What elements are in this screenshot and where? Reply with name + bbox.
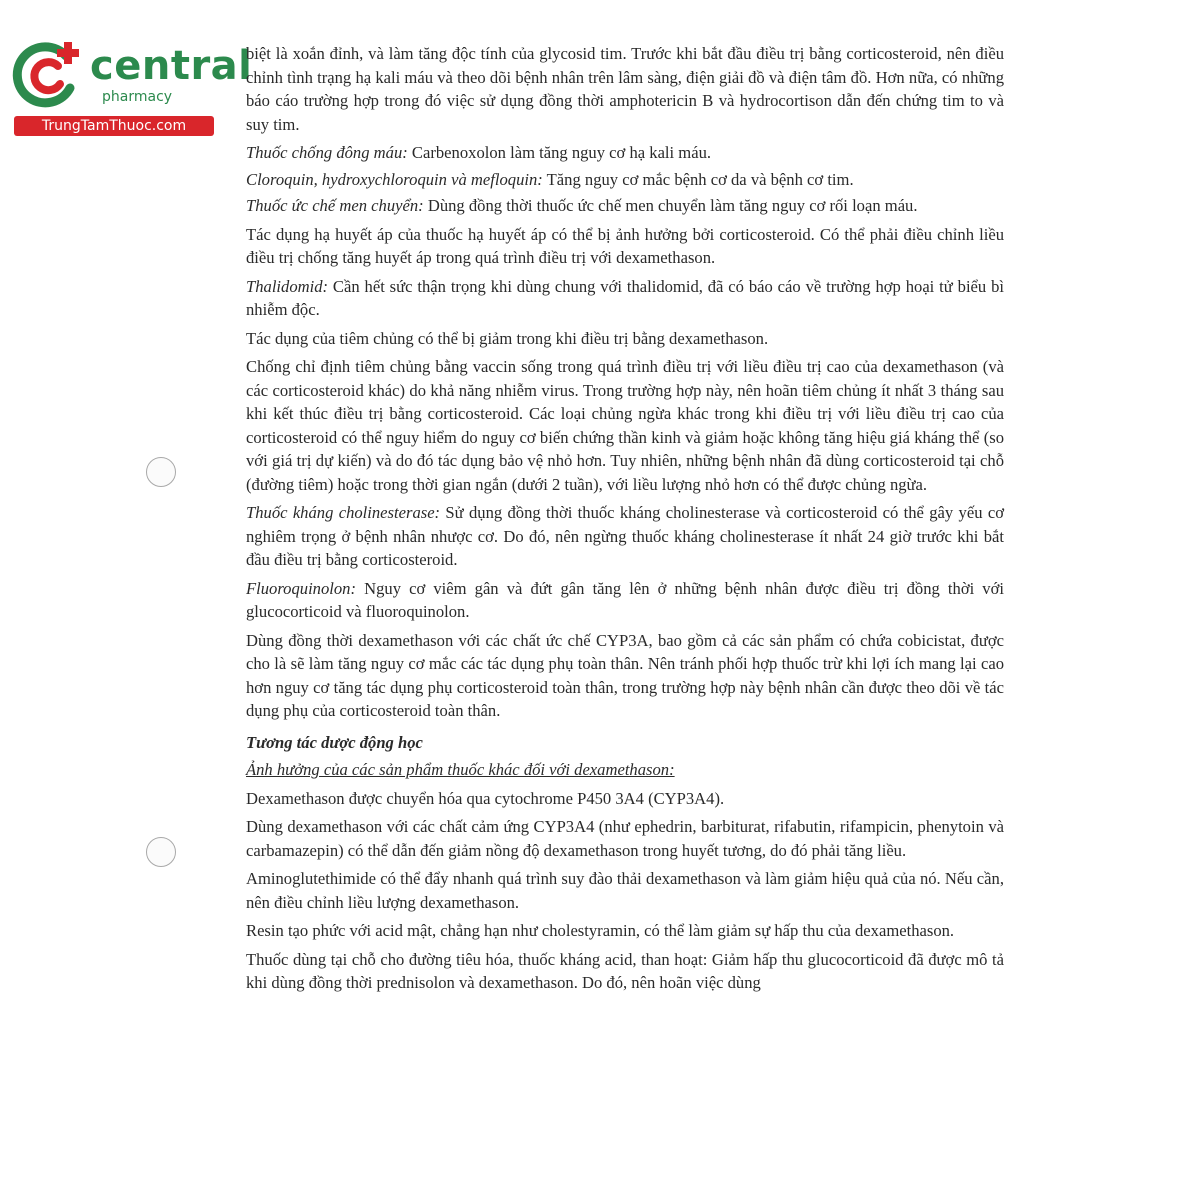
paragraph: Cloroquin, hydroxychloroquin và mefloquin: Tăng nguy cơ mắc bệnh cơ da và bệnh cơ tim. [246, 169, 854, 189]
paragraph: Thuốc chống đông máu: Carbenoxolon làm tăng nguy cơ hạ kali máu. [246, 143, 712, 162]
drug-label: Thuốc chống đông máu: [246, 143, 408, 162]
paragraph: Thalidomid: Cần hết sức thận trọng khi dùng chung với thalidomid, đã có báo cáo về trường hợp hoại tử biểu bì nhiễm độc. [246, 276, 1004, 319]
paragraph: Tác dụng hạ huyết áp của thuốc hạ huyết áp có thể bị ảnh hưởng bởi corticosteroid. Có thể phải điều chỉnh liều điều trị chống tăng huyết áp trong quá trình điều trị với dexamethason. [246, 224, 1004, 267]
drug-label: Fluoroquinolon: [246, 578, 357, 598]
paragraph: Chống chỉ định tiêm chủng bằng vaccin sống trong quá trình điều trị với liều điều trị cao của dexamethason (và các corticosteroid khác) do khả năng nhiễm virus. Trong trường hợp này, nên hoãn tiêm chủng ít nhất 3 tháng sau khi kết thúc điều trị bằng corticosteroid. Các loại chủng ngừa khác trong khi điều trị với liều điều trị cao của corticosteroid có thể nguy hiểm do nguy cơ biến chứng thần kinh và giảm hoặc không tăng hiệu giá kháng thể (so với giá trị dự kiến) và do đó tác dụng bảo vệ nhỏ hơn. Tuy nhiên, những bệnh nhân đã dùng corticosteroid tại chỗ (đường tiêm) hoặc trong thời gian ngắn (dưới 2 tuần), với liều lượng nhỏ hơn có thể được chủng ngừa. [246, 357, 1004, 494]
paragraph: Fluoroquinolon: Nguy cơ viêm gân và đứt gân tăng lên ở những bệnh nhân được điều trị đồng thời với glucocorticoid và fluoroquinolon. [246, 578, 1004, 621]
paragraph: Aminoglutethimide có thể đẩy nhanh quá trình suy đào thải dexamethason và làm giảm hiệu quả của nó. Nếu cần, nên điều chỉnh liều lượng dexamethason. [246, 869, 1004, 912]
punch-hole-bottom [146, 837, 176, 867]
drug-label: Thalidomid: [246, 276, 329, 296]
brand-name: central [90, 43, 253, 89]
paragraph: Tác dụng của tiêm chủng có thể bị giảm trong khi điều trị bằng dexamethason. [246, 328, 769, 348]
central-pharmacy-logo [10, 36, 253, 136]
section-subheading: Ảnh hưởng của các sản phẩm thuốc khác đối với dexamethason: [246, 760, 675, 779]
paragraph: Thuốc kháng cholinesterase: Sử dụng đồng thời thuốc kháng cholinesterase và corticosteroid có thể gây yếu cơ nghiêm trọng ở bệnh nhân nhược cơ. Do đó, nên ngừng thuốc kháng cholinesterase ít nhất 24 giờ trước khi bắt đầu điều trị bằng corticosteroid. [246, 503, 1004, 569]
paragraph: Resin tạo phức với acid mật, chẳng hạn như cholestyramin, có thể làm giảm sự hấp thu của dexamethason. [246, 921, 955, 940]
section-heading: Tương tác dược động học [246, 732, 423, 752]
pharmacy-logo-mark-icon [10, 36, 88, 114]
paragraph: Thuốc ức chế men chuyển: Dùng đồng thời thuốc ức chế men chuyển làm tăng nguy cơ rối loạn máu. [246, 196, 918, 215]
document-body [246, 42, 1004, 1000]
drug-label: Thuốc ức chế men chuyển: [246, 196, 424, 215]
paragraph: biệt là xoắn đỉnh, và làm tăng độc tính của glycosid tim. Trước khi bắt đầu điều trị bằng corticosteroid, nên điều chỉnh tình trạng hạ kali máu và theo dõi bệnh nhân trên lâm sàng, điện giải đồ và điện tâm đồ. Hơn nữa, có những báo cáo trường hợp trong đó việc sử dụng đồng thời amphotericin B và hydrocortison dẫn đến chứng tim to và suy tim. [246, 44, 1004, 134]
brand-subtitle: pharmacy [102, 89, 173, 105]
paragraph: Dùng dexamethason với các chất cảm ứng CYP3A4 (như ephedrin, barbiturat, rifabutin, rifampicin, phenytoin và carbamazepin) có thể dẫn đến giảm nồng độ dexamethason trong huyết tương, do đó phải tăng liều. [246, 817, 1004, 860]
paragraph: Thuốc dùng tại chỗ cho đường tiêu hóa, thuốc kháng acid, than hoạt: Giảm hấp thu glucocorticoid đã được mô tả khi dùng đồng thời prednisolon và dexamethason. Do đó, nên hoãn việc dùng [246, 949, 1004, 992]
paragraph: Dùng đồng thời dexamethason với các chất ức chế CYP3A, bao gồm cả các sản phẩm có chứa cobicistat, được cho là sẽ làm tăng nguy cơ mắc các tác dụng phụ toàn thân. Nên tránh phối hợp thuốc trừ khi lợi ích mang lại cao hơn nguy cơ tăng tác dụng phụ corticosteroid toàn thân, trong trường hợp này bệnh nhân cần được theo dõi về tác dụng phụ của corticosteroid toàn thân. [246, 630, 1004, 720]
paragraph: Dexamethason được chuyển hóa qua cytochrome P450 3A4 (CYP3A4). [246, 788, 725, 808]
brand-site-banner: TrungTamThuoc.com [14, 116, 214, 136]
drug-label: Thuốc kháng cholinesterase: [246, 503, 441, 522]
drug-label: Cloroquin, hydroxychloroquin và mefloquin: [246, 169, 543, 189]
punch-hole-top [146, 457, 176, 487]
